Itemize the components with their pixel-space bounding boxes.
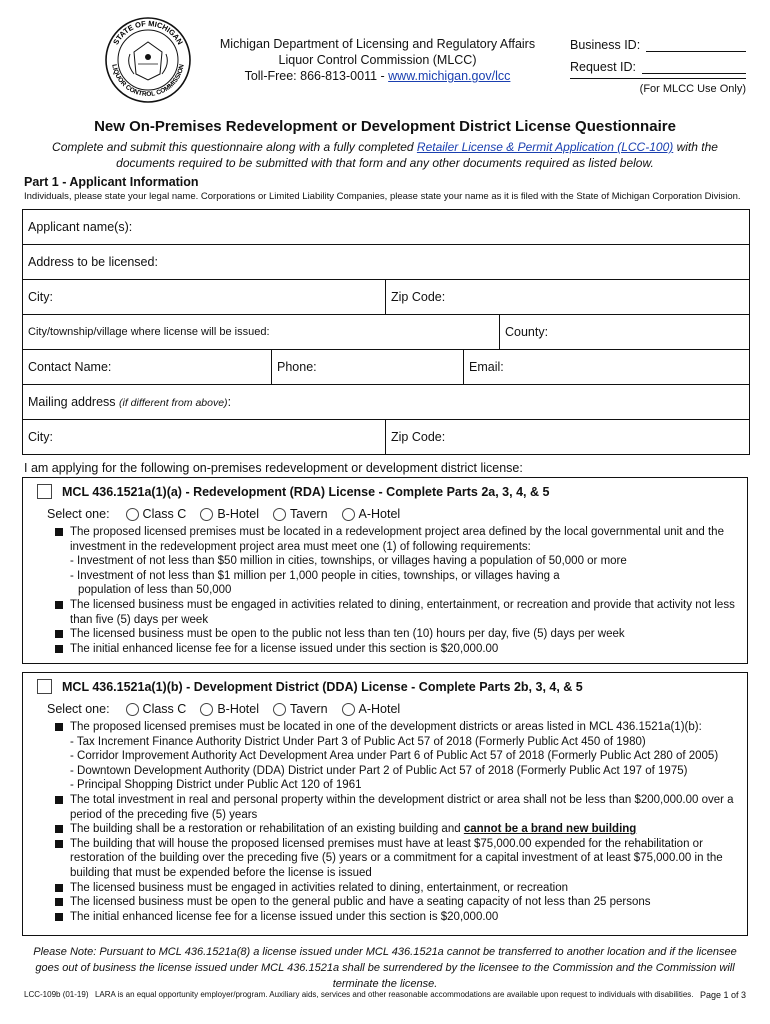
dda-radio-class-c[interactable] bbox=[126, 703, 139, 716]
mailing-address-field[interactable]: Mailing address (if different from above): bbox=[28, 395, 232, 409]
page-number: Page 1 of 3 bbox=[699, 990, 746, 1000]
dda-radio-a-hotel[interactable] bbox=[342, 703, 355, 716]
agency-name: Michigan Department of Licensing and Regulatory Affairs bbox=[219, 37, 536, 51]
list-item: The proposed licensed premises must be located in a redevelopment project area defined by the local governmental unit and the investment in the redevelopment project area must meet one (1) of following requirements: - Investment of not less than $50 million in cities, townships, or villages having a population of 50,000 or more - Investment of not less than $1 million per 1,000 people in cities, townships, or villages having a population of less than 50,000 bbox=[55, 525, 737, 598]
business-id-field[interactable] bbox=[646, 37, 746, 52]
township-row bbox=[23, 314, 749, 349]
rda-radio-a-hotel[interactable] bbox=[342, 508, 355, 521]
mlcc-use-only-label: (For MLCC Use Only) bbox=[570, 78, 746, 95]
applicant-row bbox=[23, 210, 749, 244]
dda-license-class-select: Select one: Class C B-Hotel Tavern A-Hotel bbox=[47, 702, 401, 716]
svg-text:STATE OF MICHIGAN: STATE OF MICHIGAN bbox=[111, 18, 185, 47]
website-link[interactable]: www.michigan.gov/lcc bbox=[388, 69, 511, 83]
applicant-name-field[interactable]: Applicant name(s): bbox=[28, 220, 133, 234]
form-number: LCC-109b (01-19) bbox=[24, 990, 89, 999]
rda-requirements-list bbox=[23, 525, 747, 656]
list-item: The initial enhanced license fee for a license issued under this section is $20,000.00 bbox=[55, 642, 737, 657]
phone-field[interactable]: Phone: bbox=[271, 350, 463, 384]
list-item: The licensed business must be open to the general public and have a seating capacity of not less than 25 persons bbox=[55, 895, 737, 910]
rda-license-class-select: Select one: Class C B-Hotel Tavern A-Hotel bbox=[47, 507, 401, 521]
transfer-note: Please Note: Pursuant to MCL 436.1521a(8) a license issued under MCL 436.1521a cannot be transferred to another location and if the licensee goes out of business the license issued under MCL 436.1521a shall be surrendered by the licensee to the Commission and the Commission will terminate the license. bbox=[33, 946, 737, 990]
page-title: New On-Premises Redevelopment or Development District License Questionnaire bbox=[94, 118, 676, 135]
eeo-statement: LARA is an equal opportunity employer/program. Auxiliary aids, services and other reasonable accommodations are available upon request to individuals with disabilities. bbox=[94, 990, 694, 999]
email-field[interactable]: Email: bbox=[463, 350, 749, 384]
applying-statement: I am applying for the following on-premises redevelopment or development district license: bbox=[24, 461, 523, 475]
address-field[interactable]: Address to be licensed: bbox=[28, 255, 158, 269]
part1-heading: Part 1 - Applicant Information bbox=[24, 175, 199, 189]
dda-checkbox[interactable] bbox=[37, 679, 52, 694]
rda-radio-b-hotel[interactable] bbox=[200, 508, 213, 521]
township-field[interactable]: City/township/village where license will be issued: bbox=[28, 326, 270, 338]
rda-radio-tavern[interactable] bbox=[273, 508, 286, 521]
contact-row bbox=[23, 349, 749, 384]
mailing-city-row bbox=[23, 419, 749, 454]
lcc-100-link[interactable]: Retailer License & Permit Application (LCC-100) bbox=[416, 140, 674, 154]
part1-note: Individuals, please state your legal name. Corporations or Limited Liability Companies, please state your name as it is filed with the State of Michigan Corporation Division. bbox=[24, 191, 741, 202]
dda-title: MCL 436.1521a(1)(b) - Development District (DDA) License - Complete Parts 2b, 3, 4, & 5 bbox=[62, 679, 583, 694]
page-footer bbox=[24, 990, 746, 1000]
list-item: The building that will house the proposed licensed premises must have at least $75,000.00 expended for the rehabilitation or restoration of the building over the preceding five (5) years or a commitment for a capital investment of at least $75,000.00 in the building that must be expended before the license is issued bbox=[55, 837, 737, 881]
list-item: The licensed business must be engaged in activities related to dining, entertainment, or recreation bbox=[55, 881, 737, 896]
business-id-label: Business ID: bbox=[570, 38, 641, 52]
zip-field[interactable]: Zip Code: bbox=[385, 280, 749, 314]
select-one-label: Select one: bbox=[47, 702, 110, 716]
dda-radio-b-hotel[interactable] bbox=[200, 703, 213, 716]
address-row bbox=[23, 244, 749, 279]
county-field[interactable]: County: bbox=[499, 315, 749, 349]
dda-license-section bbox=[22, 672, 748, 936]
mailing-zip-field[interactable]: Zip Code: bbox=[385, 420, 749, 454]
list-item: The proposed licensed premises must be located in one of the development districts or areas listed in MCL 436.1521a(1)(b): - Tax Increment Finance Authority District Under Part 3 of Public Act 57 of 2018 (Formerly Public Act 450 of 1980) - Corridor Improvement Authority Act Development Area under Part 6 of Public Act 57 of 2018 (Formerly Public Act 280 of 2005) - Downtown Development Authority (DDA) District under Part 2 of Public Act 57 of 2018 (Formerly Public Act 197 of 1975) - Principal Shopping District under Public Act 120 of 1961 bbox=[55, 720, 737, 793]
rda-license-section bbox=[22, 477, 748, 664]
list-item: The initial enhanced license fee for a license issued under this section is $20,000.00 bbox=[55, 910, 737, 925]
list-item: The total investment in real and personal property within the development district or area shall not be less than $200,000.00 over a period of the preceding five (5) years bbox=[55, 793, 737, 822]
dda-radio-tavern[interactable] bbox=[273, 703, 286, 716]
rda-title: MCL 436.1521a(1)(a) - Redevelopment (RDA) License - Complete Parts 2a, 3, 4, & 5 bbox=[62, 484, 550, 499]
applicant-info-table bbox=[22, 209, 750, 455]
state-seal-logo bbox=[104, 16, 192, 104]
mailing-city-field[interactable]: City: bbox=[28, 430, 53, 444]
dda-requirements-list bbox=[23, 720, 747, 924]
rda-checkbox[interactable] bbox=[37, 484, 52, 499]
request-id-label: Request ID: bbox=[570, 60, 637, 74]
contact-name-field[interactable]: Contact Name: bbox=[28, 360, 112, 374]
select-one-label: Select one: bbox=[47, 507, 110, 521]
mlcc-use-box bbox=[570, 30, 746, 74]
tollfree-number: Toll-Free: 866-813-0011 - bbox=[244, 69, 389, 83]
city-row bbox=[23, 279, 749, 314]
rda-radio-class-c[interactable] bbox=[126, 508, 139, 521]
list-item: The licensed business must be engaged in activities related to dining, entertainment, or recreation and provide that activity not less than five (5) days per week bbox=[55, 598, 737, 627]
contact-line bbox=[200, 68, 555, 84]
intro-text: Complete and submit this questionnaire along with a fully completed Retailer License & Permit Application (LCC-100) with the documents required to be submitted with that form and any other documents required as listed below. bbox=[52, 140, 718, 170]
svg-text:LIQUOR CONTROL COMMISSION: LIQUOR CONTROL COMMISSION bbox=[110, 63, 186, 99]
mailing-row bbox=[23, 384, 749, 419]
list-item: The building shall be a restoration or rehabilitation of an existing building and cannot be a brand new building bbox=[55, 822, 737, 837]
list-item: The licensed business must be open to the public not less than ten (10) hours per day, five (5) days per week bbox=[55, 627, 737, 642]
commission-name: Liquor Control Commission (MLCC) bbox=[278, 53, 477, 67]
city-field[interactable]: City: bbox=[28, 290, 53, 304]
request-id-field[interactable] bbox=[642, 59, 746, 74]
agency-header bbox=[200, 36, 555, 84]
